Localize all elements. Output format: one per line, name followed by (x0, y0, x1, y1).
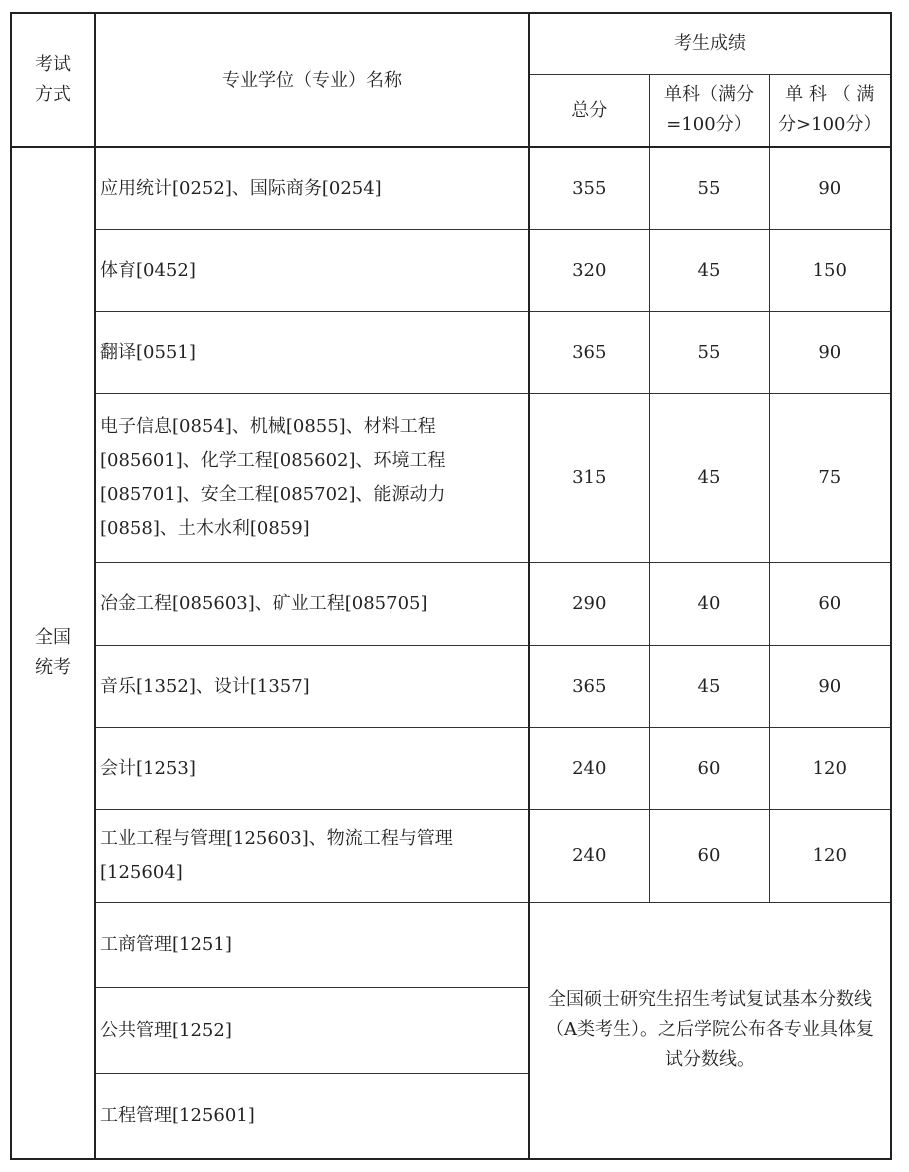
table-row (11, 727, 891, 809)
table-row (11, 645, 891, 727)
major-cell: 会计[1253] (95, 727, 529, 809)
exam-mode-cell: 全国统考 (11, 147, 95, 1159)
major-cell: 电子信息[0854]、机械[0855]、材料工程[085601]、化学工程[085602]、环境工程[085701]、安全工程[085702]、能源动力[0858]、土木水利[0859] (95, 393, 529, 562)
single-gt100-cell: 90 (769, 311, 891, 393)
major-cell: 工程管理[125601] (95, 1073, 529, 1159)
single-le100-cell: 55 (649, 147, 769, 229)
header-major-name: 专业学位（专业）名称 (95, 13, 529, 147)
single-gt100-cell: 120 (769, 727, 891, 809)
major-cell: 工商管理[1251] (95, 902, 529, 987)
major-cell: 工业工程与管理[125603]、物流工程与管理[125604] (95, 809, 529, 902)
header-scores-group: 考生成绩 (529, 13, 891, 74)
total-cell: 240 (529, 809, 649, 902)
single-le100-cell: 45 (649, 393, 769, 562)
table-row (11, 229, 891, 311)
table-row (11, 902, 891, 987)
major-cell: 翻译[0551] (95, 311, 529, 393)
table-row (11, 809, 891, 902)
single-le100-cell: 60 (649, 727, 769, 809)
single-le100-cell: 60 (649, 809, 769, 902)
major-cell: 公共管理[1252] (95, 987, 529, 1073)
single-le100-cell: 40 (649, 562, 769, 645)
header-exam-mode: 考试方式 (11, 13, 95, 147)
table-row (11, 393, 891, 562)
major-cell: 音乐[1352]、设计[1357] (95, 645, 529, 727)
major-cell: 应用统计[0252]、国际商务[0254] (95, 147, 529, 229)
special-note-cell: 全国硕士研究生招生考试复试基本分数线（A类考生）。之后学院公布各专业具体复试分数线。 (529, 902, 891, 1159)
single-gt100-cell: 90 (769, 147, 891, 229)
header-single-le100: 单科（满分=100分） (649, 74, 769, 147)
header-total: 总分 (529, 74, 649, 147)
total-cell: 355 (529, 147, 649, 229)
single-gt100-cell: 120 (769, 809, 891, 902)
single-le100-cell: 45 (649, 229, 769, 311)
header-single-gt100: 单 科 （ 满分>100分） (769, 74, 891, 147)
total-cell: 290 (529, 562, 649, 645)
total-cell: 315 (529, 393, 649, 562)
score-table (10, 12, 892, 1160)
total-cell: 240 (529, 727, 649, 809)
total-cell: 365 (529, 645, 649, 727)
major-cell: 体育[0452] (95, 229, 529, 311)
total-cell: 320 (529, 229, 649, 311)
table-row (11, 147, 891, 229)
single-gt100-cell: 90 (769, 645, 891, 727)
table-row (11, 562, 891, 645)
single-gt100-cell: 150 (769, 229, 891, 311)
total-cell: 365 (529, 311, 649, 393)
single-gt100-cell: 75 (769, 393, 891, 562)
single-le100-cell: 55 (649, 311, 769, 393)
table-row (11, 311, 891, 393)
major-cell: 冶金工程[085603]、矿业工程[085705] (95, 562, 529, 645)
single-gt100-cell: 60 (769, 562, 891, 645)
single-le100-cell: 45 (649, 645, 769, 727)
